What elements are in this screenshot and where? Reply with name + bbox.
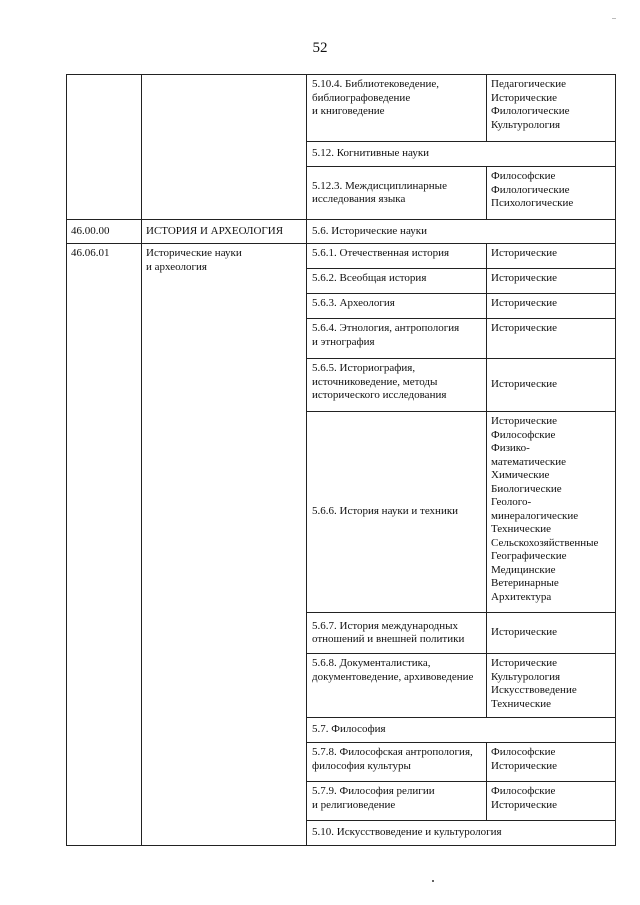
specialty-line: источниковедение, методы — [312, 375, 438, 388]
field-line: Психологические — [491, 197, 574, 209]
field-line: Ветеринарные — [491, 577, 559, 589]
specialty-cell — [307, 743, 487, 782]
field-line: Технические — [491, 697, 551, 710]
scan-artifact-mark — [612, 18, 616, 19]
specialty-line: и религиоведение — [312, 798, 396, 811]
table-row — [67, 220, 616, 244]
field-line: Физико- — [491, 442, 530, 454]
fields-cell — [487, 654, 616, 718]
field-line: Геолого- — [491, 496, 532, 508]
field-line: Исторические — [491, 272, 558, 284]
specialty-line: документоведение, архивоведение — [312, 670, 474, 683]
field-line: Исторические — [491, 657, 558, 669]
direction-name-line: и археология — [146, 260, 207, 273]
fields-cell — [487, 294, 616, 319]
section-heading-cell — [307, 821, 616, 846]
section-heading: 5.6. Исторические науки — [312, 224, 428, 237]
name-cell — [142, 220, 307, 244]
fields-cell — [487, 782, 616, 821]
table-row — [67, 75, 616, 142]
field-line: Исторические — [491, 322, 558, 334]
field-line: Философские — [491, 170, 556, 182]
field-line: Сельскохозяйственные — [491, 536, 599, 549]
specialty-line: 5.6.2. Всеобщая история — [312, 272, 427, 284]
fields-cell — [487, 613, 616, 654]
specialty-line: 5.7.9. Философия религии — [312, 785, 435, 797]
field-line: Медицинские — [491, 563, 556, 576]
field-line: Искусствоведение — [491, 684, 577, 696]
group-name: ИСТОРИЯ И АРХЕОЛОГИЯ — [146, 224, 284, 237]
specialty-line: философия культуры — [312, 759, 411, 772]
field-line: Технические — [491, 523, 551, 535]
specialty-line: 5.6.7. История международных — [312, 619, 459, 632]
field-line: Философские — [491, 746, 556, 758]
section-heading-cell — [307, 220, 616, 244]
specialty-line: 5.6.4. Этнология, антропология — [312, 322, 460, 334]
specialty-line: и книговедение — [312, 105, 385, 117]
specialty-line: и этнография — [312, 335, 375, 348]
section-heading-cell — [307, 718, 616, 743]
fields-cell — [487, 319, 616, 359]
specialty-cell — [307, 412, 487, 613]
field-line: Исторические — [491, 415, 558, 427]
name-cell — [142, 75, 307, 220]
field-line: Архитектура — [491, 590, 552, 603]
fields-cell — [487, 167, 616, 220]
field-line: Педагогические — [491, 78, 566, 90]
field-line: Культурология — [491, 670, 561, 683]
code-cell — [67, 244, 142, 846]
field-line: Биологические — [491, 482, 562, 495]
field-line: Философские — [491, 428, 556, 441]
specialties-table — [66, 74, 616, 846]
field-line: Исторические — [491, 91, 558, 104]
section-heading-cell — [307, 142, 616, 167]
field-line: Исторические — [491, 297, 558, 309]
code-cell — [67, 75, 142, 220]
table-row — [67, 244, 616, 269]
field-line: Исторические — [491, 626, 558, 639]
specialty-line: 5.10.4. Библиотековедение, — [312, 78, 439, 90]
specialty-cell — [307, 319, 487, 359]
specialty-cell — [307, 75, 487, 142]
section-heading: 5.10. Искусствоведение и культурология — [312, 826, 502, 839]
code-cell — [67, 220, 142, 244]
group-code: 46.00.00 — [71, 224, 110, 237]
specialty-line: 5.6.6. История науки и техники — [312, 505, 459, 518]
section-heading: 5.7. Философия — [312, 723, 386, 736]
specialty-cell — [307, 244, 487, 269]
specialty-line: 5.12.3. Междисциплинарные — [312, 179, 447, 192]
direction-code: 46.06.01 — [71, 247, 110, 259]
section-heading: 5.12. Когнитивные науки — [312, 147, 430, 160]
fields-cell — [487, 244, 616, 269]
specialty-line: 5.6.8. Документалистика, — [312, 657, 431, 669]
specialty-line: 5.6.1. Отечественная история — [312, 247, 450, 259]
field-line: Исторические — [491, 247, 558, 259]
specialty-cell — [307, 782, 487, 821]
field-line: Исторические — [491, 759, 558, 772]
specialty-cell — [307, 167, 487, 220]
specialty-line: 5.6.3. Археология — [312, 297, 395, 309]
fields-cell — [487, 269, 616, 294]
specialty-line: библиографоведение — [312, 91, 411, 104]
specialty-line: исследования языка — [312, 193, 406, 205]
field-line: Культурология — [491, 118, 561, 131]
specialty-cell — [307, 359, 487, 412]
specialty-line: 5.6.5. Историография, — [312, 362, 416, 374]
scan-artifact-dot — [432, 880, 434, 882]
specialty-line: исторического исследования — [312, 389, 447, 401]
specialty-cell — [307, 269, 487, 294]
specialty-cell — [307, 613, 487, 654]
page-number: 52 — [312, 40, 328, 56]
fields-cell — [487, 359, 616, 412]
specialty-cell — [307, 654, 487, 718]
field-line: Филологические — [491, 183, 570, 196]
fields-cell — [487, 743, 616, 782]
field-line: Филологические — [491, 105, 570, 117]
field-line: Исторические — [491, 378, 558, 391]
specialty-line: отношений и внешней политики — [312, 633, 465, 645]
direction-name-line: Исторические науки — [146, 247, 242, 259]
field-line: Географические — [491, 550, 567, 562]
name-cell — [142, 244, 307, 846]
field-line: Химические — [491, 469, 550, 481]
field-line: Исторические — [491, 798, 558, 811]
field-line: Философские — [491, 785, 556, 797]
field-line: математические — [491, 455, 567, 468]
specialty-line: 5.7.8. Философская антропология, — [312, 746, 473, 758]
fields-cell — [487, 75, 616, 142]
field-line: минералогические — [491, 509, 579, 522]
specialty-cell — [307, 294, 487, 319]
fields-cell — [487, 412, 616, 613]
